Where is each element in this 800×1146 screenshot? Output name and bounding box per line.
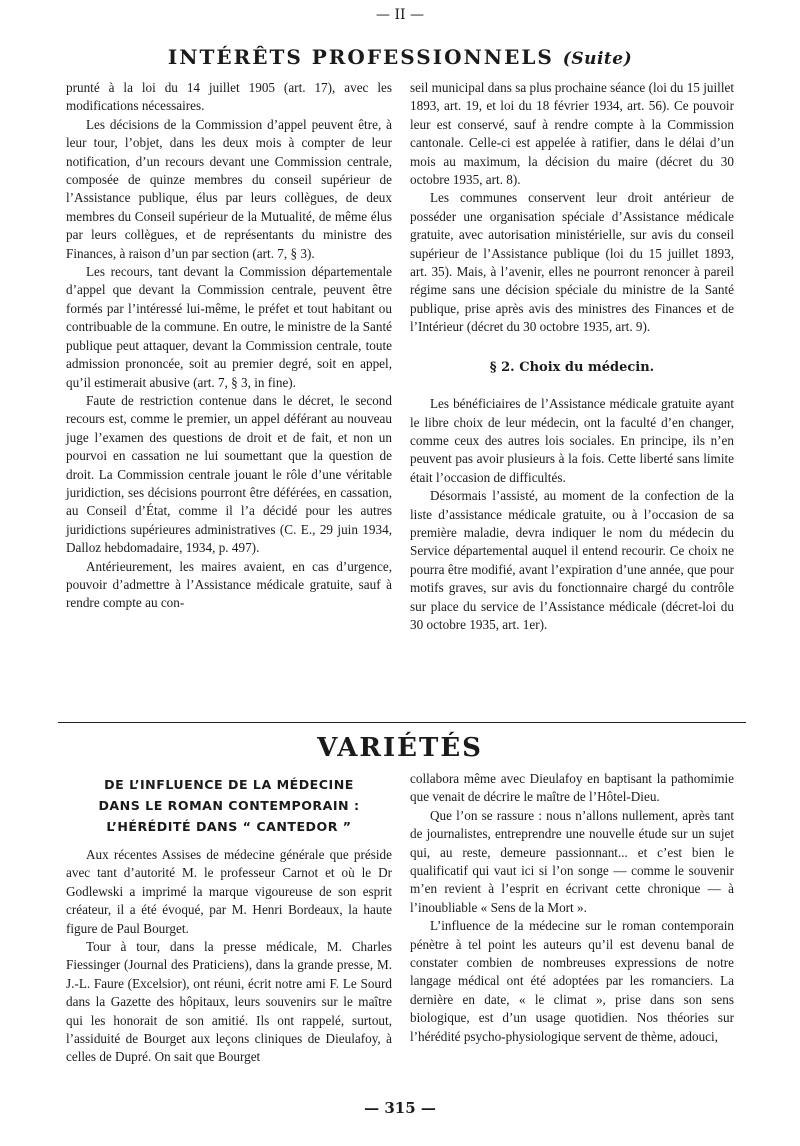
- paragraph: Faute de restriction contenue dans le décret, le second recours est, comme le premier, un appel déférant au nouveau juge l’examen des questions de droit et de fait, et non un pourvoi en cassation ne lui soumettant que la question de droit. La Commission centrale jouant le rôle d’une véritable juridiction, ses décisions pourront être déférées, en cassation, au Conseil d’État, comme il l’a décidé pour les autres juridictions supérieures administratives (C. E., 29 juin 1934, Dalloz hebdomadaire, 1934, p. 497).: [66, 392, 392, 556]
- article-heading-line: L’HÉRÉDITÉ DANS “ CANTEDOR ”: [106, 819, 352, 834]
- paragraph: Les communes conservent leur droit antérieur de posséder une organisation spéciale d’Assistance médicale gratuite, avec autorisation ministérielle, sur avis du conseil supérieur de l’Assistance publique (loi du 15 juillet 1893, art. 35). Mais, à l’avenir, elles ne pourront renoncer à pareil régime sans une décision spéciale du ministre de la Santé publique, prise après avis des ministres des Finances et de l’Intérieur (décret du 30 octobre 1935, art. 9).: [410, 190, 734, 335]
- paragraph: L’influence de la médecine sur le roman contemporain pénètre à tel point les auteurs qu’il est devenu banal de constater combien de nombreuses expressions de notre langage médical ont été adoptées par les romanciers. La dernière en date, « le climat », prise dans son sens biologique, est d’un usage quotidien. Nos théories sur l’hérédité psycho-physiologique servent de thème, adouci,: [410, 918, 734, 1044]
- subheading-choix-medecin: § 2. Choix du médecin.: [489, 359, 655, 375]
- paragraph: Tour à tour, dans la presse médicale, M. Charles Fiessinger (Journal des Praticiens), dans la grande presse, M. J.-L. Faure (Excelsior), ont réuni, écrit notre ami F. Le Sourd dans la Gazette des hôpitaux, leurs souvenirs sur le maître qui les honorait de son amitié. Ils ont rappelé, surtout, l’assiduité de Bourget aux leçons cliniques de Dieulafoy, à celles de Dupré. On sait que Bourget: [66, 939, 392, 1065]
- section-title-suffix: (Suite): [562, 49, 633, 69]
- section1-left-column: [66, 79, 392, 709]
- section-title: [0, 40, 800, 74]
- article-heading-line: DE L’INFLUENCE DE LA MÉDECINE: [104, 777, 354, 792]
- paragraph: Antérieurement, les maires avaient, en cas d’urgence, pouvoir d’admettre à l’Assistance médicale gratuite, sauf à rendre compte au con-: [66, 558, 392, 611]
- section-divider: [58, 722, 746, 723]
- paragraph: Désormais l’assisté, au moment de la confection de la liste d’assistance médicale gratuite, ou à l’occasion de sa première maladie, devra indiquer le nom du médecin du Service départemental auquel il entend recourir. Ce choix ne pourra être modifié, avant l’expiration d’une année, que pour motifs graves, sur avis du fonctionnaire chargé du contrôle sur place du service de l’Assistance médicale (décret-loi du 30 octobre 1935, art. 1er).: [410, 488, 734, 632]
- paragraph: collabora même avec Dieulafoy en baptisant la pathomimie que venait de décrire le maître de l’Hôtel-Dieu.: [410, 771, 734, 805]
- page-number: — 315 —: [364, 1099, 436, 1117]
- paragraph: Les décisions de la Commission d’appel peuvent être, à leur tour, l’objet, dans les deux mois à compter de leur notification, d’un recours devant une Commission centrale, composée de quinze membres du conseil supérieur de l’Assistance publique, élus par leurs collègues, de deux membres du Conseil supérieur de la Mutualité, de même élus par leurs collègues, et de représentants du ministre des Finances, à raison d’un par section (art. 7, § 3).: [66, 116, 392, 261]
- paragraph: seil municipal dans sa plus prochaine séance (loi du 15 juillet 1893, art. 19, et loi du 18 février 1934, art. 56). Ce pouvoir leur est conservé, sauf à rendre compte à la Commission cantonale. Celle-ci est appelée à ratifier, dans le délai d’un mois au maximum, la décision du maire (décret du 30 octobre 1935, art. 8).: [410, 80, 734, 188]
- section-title-text: INTÉRÊTS PROFESSIONNELS: [167, 45, 554, 69]
- page-label: — II —: [376, 7, 424, 23]
- article-heading-line: DANS LE ROMAN CONTEMPORAIN :: [98, 798, 360, 813]
- paragraph: Les recours, tant devant la Commission départementale d’appel que devant la Commission centrale, peuvent être formés par l’intéressé lui-même, le préfet et tout habitant ou contribuable de la commune. En outre, le ministre de la Santé publique peut attaquer, devant la Commission centrale, toute admission prononcée, soit au premier degré, soit en appel, qu’il estimerait abusive (art. 7, § 3, in fine).: [66, 264, 392, 390]
- paragraph: Les bénéficiaires de l’Assistance médicale gratuite ayant le libre choix de leur médecin, ont la faculté d’en changer, comme ceux des autres lois sociales. En principe, ils n’en peuvent pas avoir plusieurs à la fois. Cette liberté sans limite était l’occasion de difficultés.: [410, 396, 734, 485]
- article-heading: [66, 774, 392, 840]
- paragraph: Que l’on se rassure : nous n’allons nullement, après tant de journalistes, entreprendre une nouvelle étude sur un sujet qui, au reste, demeure passionnant... et c’est bien le qualificatif qui vaut ici si l’on songe — comme le souvenir m’en revient à l’esprit en écrivant cette chronique — à l’inoubliable « Sens de la Mort ».: [410, 807, 734, 915]
- paragraph: Aux récentes Assises de médecine générale que préside avec tant d’autorité M. le professeur Carnot et où le Dr Godlewski a imprimé la marque vigoureuse de son esprit créateur, il a été évoqué, par M. Henri Bordeaux, la haute figure de Paul Bourget.: [66, 847, 392, 936]
- paragraph: prunté à la loi du 14 juillet 1905 (art. 17), avec les modifications nécessaires.: [66, 80, 392, 114]
- section2-left-column: [66, 846, 392, 1096]
- varietes-title: VARIÉTÉS: [317, 733, 483, 763]
- section1-right-column: [410, 79, 734, 709]
- section2-right-column: [410, 770, 734, 1096]
